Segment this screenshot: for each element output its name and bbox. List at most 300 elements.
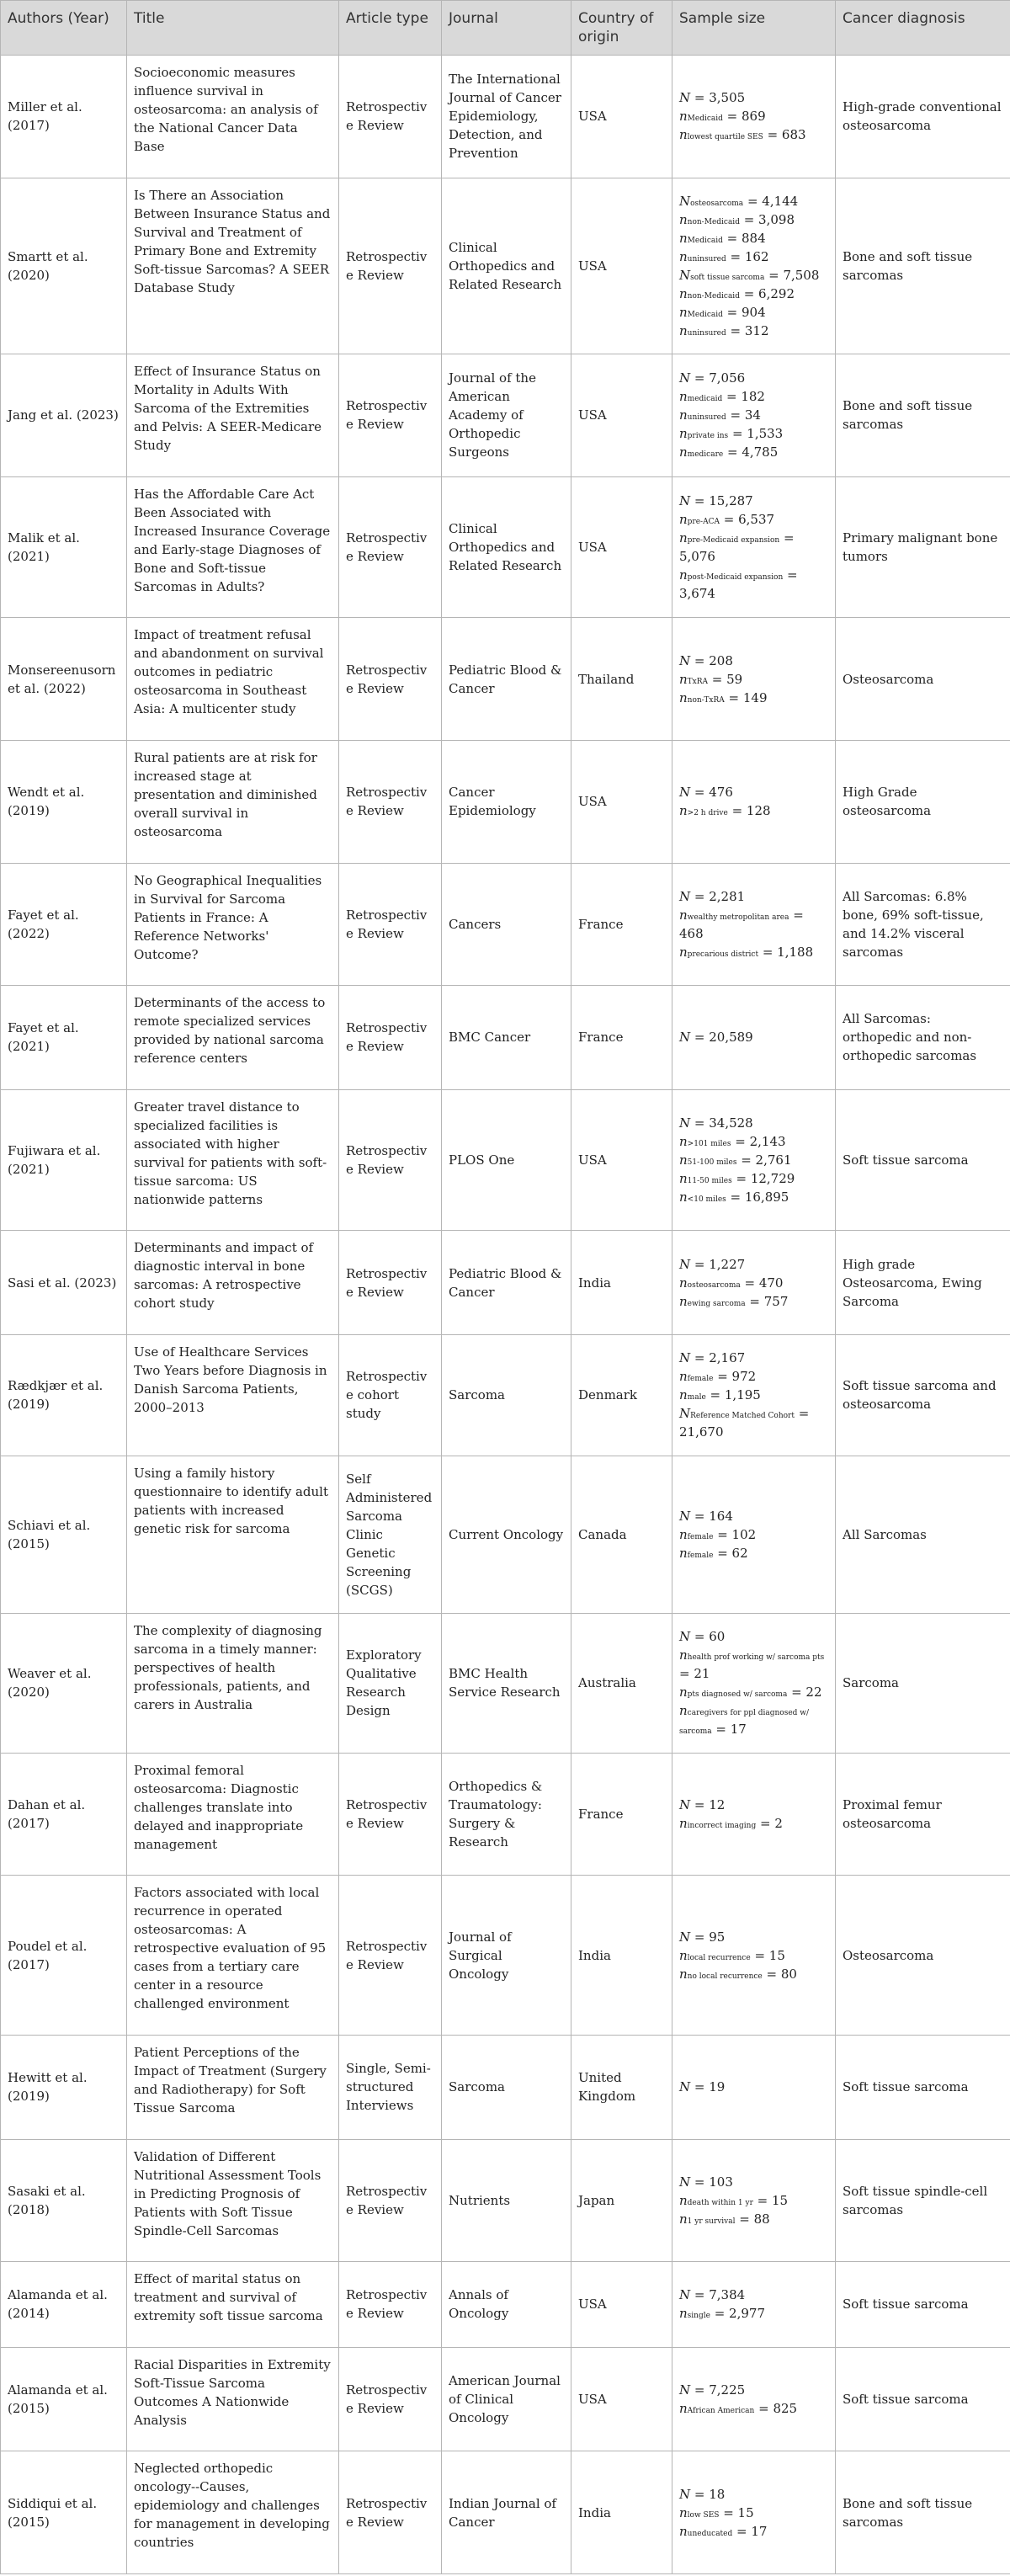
sample-size-cell bbox=[672, 1089, 836, 1231]
table-row bbox=[1, 740, 1010, 863]
sample-value: = 4,785 bbox=[723, 444, 779, 460]
sample-value: = 59 bbox=[708, 671, 743, 687]
journal-cell: Orthopedics & Traumatology: Surgery & Research bbox=[442, 1753, 571, 1876]
sample-value: = 1,195 bbox=[705, 1387, 761, 1403]
sample-value: = 15 bbox=[750, 1947, 785, 1963]
sample-subscript: uninsured bbox=[687, 254, 726, 263]
table-row bbox=[1, 986, 1010, 1090]
journal-cell: Annals of Oncology bbox=[442, 2262, 571, 2348]
sample-value: = 7,225 bbox=[690, 2382, 746, 2398]
sample-symbol: n bbox=[679, 444, 688, 460]
sample-size-cell bbox=[672, 1456, 836, 1614]
sample-value: = 21 bbox=[679, 1666, 710, 1682]
sample-symbol: n bbox=[679, 1293, 688, 1309]
sample-line bbox=[679, 2522, 828, 2541]
country-cell: India bbox=[571, 1231, 672, 1335]
cancer-diagnosis-cell: Soft tissue sarcoma bbox=[836, 2262, 1010, 2348]
sample-line bbox=[679, 125, 828, 144]
sample-subscript: non-Medicaid bbox=[687, 217, 740, 226]
sample-subscript: >101 miles bbox=[687, 1140, 731, 1149]
sample-value: = 15 bbox=[719, 2504, 754, 2520]
journal-cell: American Journal of Clinical Oncology bbox=[442, 2347, 571, 2451]
journal-cell: Nutrients bbox=[442, 2139, 571, 2262]
table-row bbox=[1, 1089, 1010, 1231]
journal-cell: Journal of Surgical Oncology bbox=[442, 1876, 571, 2036]
sample-subscript: single bbox=[687, 2312, 710, 2321]
article-type-cell: Retrospective Review bbox=[339, 2139, 442, 2262]
cancer-diagnosis-cell: Soft tissue spindle-cell sarcomas bbox=[836, 2139, 1010, 2262]
sample-value: = 1,188 bbox=[758, 944, 814, 960]
author-cell: Sasaki et al. (2018) bbox=[1, 2139, 127, 2262]
sample-symbol: n bbox=[679, 689, 688, 705]
sample-line bbox=[679, 2078, 828, 2096]
sample-line bbox=[679, 906, 828, 943]
article-type-cell: Retrospective Review bbox=[339, 1876, 442, 2036]
sample-symbol: n bbox=[679, 1966, 688, 1982]
author-cell: Fujiwara et al. (2021) bbox=[1, 1089, 127, 1231]
sample-value: = 103 bbox=[690, 2174, 733, 2190]
country-cell: France bbox=[571, 863, 672, 986]
author-cell: Miller et al. (2017) bbox=[1, 56, 127, 178]
table-row bbox=[1, 56, 1010, 178]
sample-symbol: n bbox=[679, 407, 688, 423]
cancer-diagnosis-cell: High-grade conventional osteosarcoma bbox=[836, 56, 1010, 178]
sample-subscript: TxRA bbox=[687, 677, 709, 686]
journal-cell: The International Journal of Cancer Epidemiology, Detection, and Prevention bbox=[442, 56, 571, 178]
sample-line bbox=[679, 2191, 828, 2210]
sample-size-cell bbox=[672, 1614, 836, 1754]
sample-symbol: N bbox=[679, 2079, 691, 2095]
cancer-diagnosis-cell: Soft tissue sarcoma bbox=[836, 2347, 1010, 2451]
country-cell: Denmark bbox=[571, 1334, 672, 1456]
sample-symbol: N bbox=[679, 1797, 691, 1813]
sample-line bbox=[679, 88, 828, 107]
sample-subscript: osteosarcoma bbox=[687, 1280, 741, 1290]
sample-symbol: n bbox=[679, 248, 688, 264]
sample-subscript: medicaid bbox=[687, 395, 723, 404]
sample-subscript: Reference Matched Cohort bbox=[690, 1412, 795, 1421]
cancer-diagnosis-cell: All Sarcomas bbox=[836, 1456, 1010, 1614]
sample-value: = 3,098 bbox=[739, 211, 795, 227]
sample-subscript: local recurrence bbox=[687, 1953, 751, 1962]
table-row bbox=[1, 1614, 1010, 1754]
title-cell: Use of Healthcare Services Two Years before Diagnosis in Danish Sarcoma Patients, 2000–2013 bbox=[127, 1334, 339, 1456]
sample-value: = 19 bbox=[690, 2079, 726, 2095]
sample-size-cell bbox=[672, 2347, 836, 2451]
sample-subscript: pts diagnosed w/ sarcoma bbox=[687, 1690, 788, 1700]
sample-line bbox=[679, 1796, 828, 1814]
sample-line bbox=[679, 492, 828, 510]
sample-size-cell bbox=[672, 2262, 836, 2348]
sample-line bbox=[679, 529, 828, 566]
sample-value: = 60 bbox=[690, 1629, 726, 1645]
sample-symbol: n bbox=[679, 230, 688, 246]
title-cell: Factors associated with local recurrence in operated osteosarcomas: A retrospective evaluation of 95 cases from a tertiary care center in a resource challenged environment bbox=[127, 1876, 339, 2036]
sample-symbol: n bbox=[679, 1703, 688, 1719]
sample-value: = 2,761 bbox=[736, 1152, 792, 1168]
title-cell: Patient Perceptions of the Impact of Treatment (Surgery and Radiotherapy) for Soft Tissue Sarcoma bbox=[127, 2035, 339, 2139]
sample-line bbox=[679, 1683, 828, 1701]
header-authors: Authors (Year) bbox=[1, 1, 127, 56]
country-cell: India bbox=[571, 1876, 672, 2036]
sample-symbol: n bbox=[679, 907, 688, 923]
cancer-diagnosis-cell: Bone and soft tissue sarcomas bbox=[836, 354, 1010, 477]
sample-value: = 15 bbox=[752, 2192, 789, 2208]
sample-symbol: N bbox=[679, 2486, 691, 2502]
sample-size-cell bbox=[672, 178, 836, 354]
article-type-cell: Retrospective Review bbox=[339, 56, 442, 178]
author-cell: Wendt et al. (2019) bbox=[1, 740, 127, 863]
sample-value: = 6,537 bbox=[720, 512, 775, 528]
sample-subscript: pre-Medicaid expansion bbox=[687, 536, 780, 546]
sample-symbol: n bbox=[679, 426, 688, 442]
table-row bbox=[1, 476, 1010, 618]
sample-symbol: N bbox=[679, 2382, 691, 2398]
sample-symbol: n bbox=[679, 2523, 688, 2539]
sample-symbol: N bbox=[679, 1929, 691, 1945]
sample-symbol: n bbox=[679, 304, 688, 320]
sample-line bbox=[679, 801, 828, 820]
sample-symbol: n bbox=[679, 2211, 688, 2227]
sample-size-cell bbox=[672, 2451, 836, 2574]
article-type-cell: Self Administered Sarcoma Clinic Genetic Screening (SCGS) bbox=[339, 1456, 442, 1614]
sample-line bbox=[679, 2210, 828, 2228]
sample-value: = 62 bbox=[713, 1545, 748, 1561]
sample-symbol: N bbox=[679, 1629, 691, 1645]
country-cell: India bbox=[571, 2451, 672, 2574]
sample-line bbox=[679, 303, 828, 322]
author-cell: Fayet et al. (2022) bbox=[1, 863, 127, 986]
sample-subscript: uneducated bbox=[687, 2529, 733, 2538]
article-type-cell: Retrospective Review bbox=[339, 1231, 442, 1335]
journal-cell: Indian Journal of Cancer bbox=[442, 2451, 571, 2574]
country-cell: France bbox=[571, 986, 672, 1090]
sample-value: = 972 bbox=[713, 1369, 757, 1385]
sample-subscript: post-Medicaid expansion bbox=[687, 573, 784, 583]
table-row bbox=[1, 2139, 1010, 2262]
sample-line bbox=[679, 1169, 828, 1188]
sample-symbol: n bbox=[679, 2306, 688, 2322]
sample-value: = 2,143 bbox=[731, 1134, 786, 1150]
title-cell: Has the Affordable Care Act Been Associated with Increased Insurance Coverage and Early-stage Diagnoses of Bone and Soft-tissue Sarcomas in Adults? bbox=[127, 476, 339, 618]
sample-value: = 128 bbox=[727, 803, 771, 819]
journal-cell: BMC Health Service Research bbox=[442, 1614, 571, 1754]
sample-symbol: n bbox=[679, 1685, 688, 1700]
sample-line bbox=[679, 2286, 828, 2304]
sample-value: = 12,729 bbox=[731, 1171, 795, 1187]
sample-value: = 18 bbox=[690, 2486, 726, 2502]
header-row bbox=[1, 1, 1010, 56]
sample-line bbox=[679, 1386, 828, 1404]
sample-size-cell bbox=[672, 863, 836, 986]
sample-symbol: n bbox=[679, 109, 688, 125]
country-cell: USA bbox=[571, 56, 672, 178]
cancer-diagnosis-cell: Soft tissue sarcoma bbox=[836, 1089, 1010, 1231]
sample-line bbox=[679, 1507, 828, 1525]
title-cell: Greater travel distance to specialized facilities is associated with higher survival for patients with soft-tissue sarcoma: US nationwide patterns bbox=[127, 1089, 339, 1231]
sample-value: = 162 bbox=[726, 248, 769, 264]
sample-line bbox=[679, 1544, 828, 1562]
article-type-cell: Retrospective Review bbox=[339, 1753, 442, 1876]
sample-value: = 1,227 bbox=[690, 1256, 746, 1272]
sample-line bbox=[679, 2485, 828, 2504]
sample-symbol: n bbox=[679, 1816, 688, 1832]
sample-value: = 7,508 bbox=[764, 267, 820, 283]
sample-symbol: n bbox=[679, 389, 688, 405]
sample-line bbox=[679, 510, 828, 529]
title-cell: Is There an Association Between Insurance Status and Survival and Treatment of Primary Bone and Extremity Soft-tissue Sarcomas? A SEER Database Study bbox=[127, 178, 339, 354]
sample-line bbox=[679, 1188, 828, 1206]
sample-symbol: N bbox=[679, 1508, 691, 1524]
sample-line bbox=[679, 322, 828, 340]
article-type-cell: Retrospective Review bbox=[339, 476, 442, 618]
sample-value: = 312 bbox=[726, 322, 769, 338]
sample-symbol: n bbox=[679, 2192, 688, 2208]
title-cell: Neglected orthopedic oncology--Causes, epidemiology and challenges for management in developing countries bbox=[127, 2451, 339, 2574]
journal-cell: Clinical Orthopedics and Related Research bbox=[442, 476, 571, 618]
header-article-type: Article type bbox=[339, 1, 442, 56]
author-cell: Dahan et al. (2017) bbox=[1, 1753, 127, 1876]
sample-value: = 7,384 bbox=[690, 2287, 746, 2303]
sample-subscript: low SES bbox=[687, 2510, 720, 2520]
sample-line bbox=[679, 247, 828, 266]
title-cell: Impact of treatment refusal and abandonment on survival outcomes in pediatric osteosarcoma in Southeast Asia: A multicenter study bbox=[127, 618, 339, 741]
sample-size-cell bbox=[672, 476, 836, 618]
sample-value: = 88 bbox=[735, 2211, 770, 2227]
table-row bbox=[1, 178, 1010, 354]
sample-subscript: private ins bbox=[687, 432, 729, 441]
cancer-diagnosis-cell: Bone and soft tissue sarcomas bbox=[836, 178, 1010, 354]
country-cell: Japan bbox=[571, 2139, 672, 2262]
cancer-diagnosis-cell: Proximal femur osteosarcoma bbox=[836, 1753, 1010, 1876]
journal-cell: Sarcoma bbox=[442, 1334, 571, 1456]
sample-value: = 102 bbox=[713, 1526, 757, 1542]
sample-symbol: N bbox=[679, 90, 691, 106]
sample-value: = 22 bbox=[787, 1685, 822, 1700]
sample-line bbox=[679, 210, 828, 229]
sample-symbol: N bbox=[679, 2287, 691, 2303]
article-type-cell: Retrospective Review bbox=[339, 740, 442, 863]
sample-subscript: female bbox=[687, 1551, 714, 1560]
sample-value: = 12 bbox=[690, 1797, 726, 1813]
table-row bbox=[1, 1334, 1010, 1456]
country-cell: Australia bbox=[571, 1614, 672, 1754]
sample-line bbox=[679, 2173, 828, 2191]
sample-size-cell bbox=[672, 618, 836, 741]
sample-size-cell bbox=[672, 354, 836, 477]
country-cell: USA bbox=[571, 354, 672, 477]
sample-value: = 95 bbox=[690, 1929, 726, 1945]
sample-line bbox=[679, 1646, 828, 1683]
table-row bbox=[1, 1231, 1010, 1335]
sample-line bbox=[679, 424, 828, 443]
sample-subscript: uninsured bbox=[687, 413, 726, 423]
sample-value: = 825 bbox=[754, 2400, 798, 2416]
sample-value: = 757 bbox=[745, 1293, 789, 1309]
sample-line bbox=[679, 1255, 828, 1274]
sample-line bbox=[679, 1274, 828, 1292]
article-type-cell: Retrospective Review bbox=[339, 2347, 442, 2451]
sample-value: = 182 bbox=[722, 389, 765, 405]
sample-value: = 20,589 bbox=[690, 1030, 753, 1046]
sample-symbol: n bbox=[679, 567, 688, 583]
sample-value: = 3,505 bbox=[690, 90, 746, 106]
sample-line bbox=[679, 1292, 828, 1311]
article-type-cell: Retrospective Review bbox=[339, 863, 442, 986]
sample-symbol: n bbox=[679, 285, 688, 301]
sample-value: = 468 bbox=[679, 907, 804, 941]
sample-symbol: n bbox=[679, 1387, 688, 1403]
sample-line bbox=[679, 2304, 828, 2323]
table-row bbox=[1, 863, 1010, 986]
country-cell: USA bbox=[571, 740, 672, 863]
sample-symbol: n bbox=[679, 1369, 688, 1385]
author-cell: Alamanda et al. (2014) bbox=[1, 2262, 127, 2348]
country-cell: USA bbox=[571, 2347, 672, 2451]
sample-symbol: n bbox=[679, 2400, 688, 2416]
sample-size-cell bbox=[672, 2139, 836, 2262]
sample-line bbox=[679, 670, 828, 689]
sample-symbol: n bbox=[679, 803, 688, 819]
sample-symbol: N bbox=[679, 2174, 691, 2190]
sample-subscript: health prof working w/ sarcoma pts bbox=[687, 1653, 825, 1663]
sample-line bbox=[679, 406, 828, 424]
sample-symbol: n bbox=[679, 1152, 688, 1168]
sample-subscript: <10 miles bbox=[687, 1195, 726, 1205]
sample-line bbox=[679, 285, 828, 303]
sample-subscript: uninsured bbox=[687, 328, 726, 338]
title-cell: Effect of Insurance Status on Mortality in Adults With Sarcoma of the Extremities and Pelvis: A SEER-Medicare Study bbox=[127, 354, 339, 477]
author-cell: Fayet et al. (2021) bbox=[1, 986, 127, 1090]
sample-value: = 683 bbox=[763, 127, 806, 143]
sample-symbol: n bbox=[679, 322, 688, 338]
article-type-cell: Retrospective Review bbox=[339, 1089, 442, 1231]
sample-value: = 904 bbox=[722, 304, 766, 320]
article-type-cell: Retrospective Review bbox=[339, 2262, 442, 2348]
header-journal: Journal bbox=[442, 1, 571, 56]
sample-symbol: N bbox=[679, 1030, 691, 1046]
sample-value: = 470 bbox=[740, 1275, 784, 1291]
title-cell: Proximal femoral osteosarcoma: Diagnostic challenges translate into delayed and inappropriate management bbox=[127, 1753, 339, 1876]
title-cell: Determinants of the access to remote specialized services provided by national sarcoma reference centers bbox=[127, 986, 339, 1090]
country-cell: USA bbox=[571, 476, 672, 618]
author-cell: Schiavi et al. (2015) bbox=[1, 1456, 127, 1614]
sample-symbol: n bbox=[679, 1545, 688, 1561]
journal-cell: Clinical Orthopedics and Related Research bbox=[442, 178, 571, 354]
sample-value: = 7,056 bbox=[690, 370, 746, 386]
author-cell: Alamanda et al. (2015) bbox=[1, 2347, 127, 2451]
sample-value: = 21,670 bbox=[679, 1406, 810, 1440]
sample-subscript: pre-ACA bbox=[687, 518, 720, 527]
sample-line bbox=[679, 689, 828, 707]
journal-cell: Sarcoma bbox=[442, 2035, 571, 2139]
journal-cell: PLOS One bbox=[442, 1089, 571, 1231]
article-type-cell: Retrospective Review bbox=[339, 986, 442, 1090]
article-type-cell: Retrospective Review bbox=[339, 618, 442, 741]
sample-symbol: N bbox=[679, 267, 691, 283]
journal-cell: Journal of the American Academy of Orthopedic Surgeons bbox=[442, 354, 571, 477]
sample-subscript: Medicaid bbox=[687, 236, 723, 245]
article-type-cell: Retrospective Review bbox=[339, 2451, 442, 2574]
sample-line bbox=[679, 1928, 828, 1946]
sample-symbol: n bbox=[679, 1526, 688, 1542]
sample-size-cell bbox=[672, 56, 836, 178]
table-row bbox=[1, 2035, 1010, 2139]
cancer-diagnosis-cell: Soft tissue sarcoma and osteosarcoma bbox=[836, 1334, 1010, 1456]
header-country: Country of origin bbox=[571, 1, 672, 56]
title-cell: Using a family history questionnaire to identify adult patients with increased genetic risk for sarcoma bbox=[127, 1456, 339, 1614]
sample-value: = 17 bbox=[732, 2523, 768, 2539]
table-row bbox=[1, 1753, 1010, 1876]
sample-value: = 34,528 bbox=[690, 1115, 753, 1131]
sample-symbol: N bbox=[679, 785, 691, 801]
sample-subscript: Medicaid bbox=[687, 114, 723, 124]
sample-symbol: N bbox=[679, 493, 691, 509]
sample-line bbox=[679, 107, 828, 125]
sample-line bbox=[679, 1114, 828, 1132]
sample-line bbox=[679, 1946, 828, 1965]
sample-value: = 2,281 bbox=[690, 888, 746, 904]
sample-line bbox=[679, 1814, 828, 1833]
sample-symbol: n bbox=[679, 1647, 688, 1663]
sample-size-cell bbox=[672, 986, 836, 1090]
sample-symbol: n bbox=[679, 127, 688, 143]
sample-symbol: n bbox=[679, 1171, 688, 1187]
sample-subscript: death within 1 yr bbox=[687, 2198, 753, 2207]
sample-line bbox=[679, 1404, 828, 1441]
sample-value: = 3,674 bbox=[679, 567, 798, 602]
sample-symbol: N bbox=[679, 1256, 691, 1272]
sample-line bbox=[679, 1349, 828, 1367]
sample-subscript: 51-100 miles bbox=[687, 1158, 737, 1168]
sample-line bbox=[679, 1151, 828, 1169]
sample-value: = 6,292 bbox=[739, 285, 795, 301]
table-row bbox=[1, 2347, 1010, 2451]
sample-value: = 164 bbox=[690, 1508, 733, 1524]
sample-line bbox=[679, 443, 828, 461]
title-cell: Socioeconomic measures influence survival in osteosarcoma: an analysis of the National Cancer Data Base bbox=[127, 56, 339, 178]
sample-subscript: non-TxRA bbox=[687, 695, 725, 705]
author-cell: Monsereenusorn et al. (2022) bbox=[1, 618, 127, 741]
sample-symbol: n bbox=[679, 1190, 688, 1206]
sample-subscript: African American bbox=[687, 2406, 755, 2415]
cancer-diagnosis-cell: Sarcoma bbox=[836, 1614, 1010, 1754]
title-cell: Effect of marital status on treatment and survival of extremity soft tissue sarcoma bbox=[127, 2262, 339, 2348]
sample-line bbox=[679, 1525, 828, 1544]
article-type-cell: Retrospective Review bbox=[339, 354, 442, 477]
journal-cell: Cancers bbox=[442, 863, 571, 986]
sample-subscript: precarious district bbox=[687, 950, 759, 959]
sample-symbol: n bbox=[679, 671, 688, 687]
country-cell: USA bbox=[571, 1089, 672, 1231]
article-type-cell: Single, Semi-structured Interviews bbox=[339, 2035, 442, 2139]
header-cancer-diagnosis: Cancer diagnosis bbox=[836, 1, 1010, 56]
sample-value: = 15,287 bbox=[690, 493, 753, 509]
sample-line bbox=[679, 2504, 828, 2522]
sample-line bbox=[679, 192, 828, 210]
sample-line bbox=[679, 1367, 828, 1386]
sample-line bbox=[679, 2399, 828, 2418]
sample-value: = 5,076 bbox=[679, 530, 795, 565]
sample-subscript: 11-50 miles bbox=[687, 1177, 732, 1186]
title-cell: The complexity of diagnosing sarcoma in a timely manner: perspectives of health professionals, patients, and carers in Australia bbox=[127, 1614, 339, 1754]
journal-cell: BMC Cancer bbox=[442, 986, 571, 1090]
sample-subscript: Medicaid bbox=[687, 310, 723, 319]
sample-value: = 208 bbox=[690, 652, 733, 668]
sample-line bbox=[679, 1965, 828, 1983]
sample-size-cell bbox=[672, 1334, 836, 1456]
country-cell: USA bbox=[571, 178, 672, 354]
